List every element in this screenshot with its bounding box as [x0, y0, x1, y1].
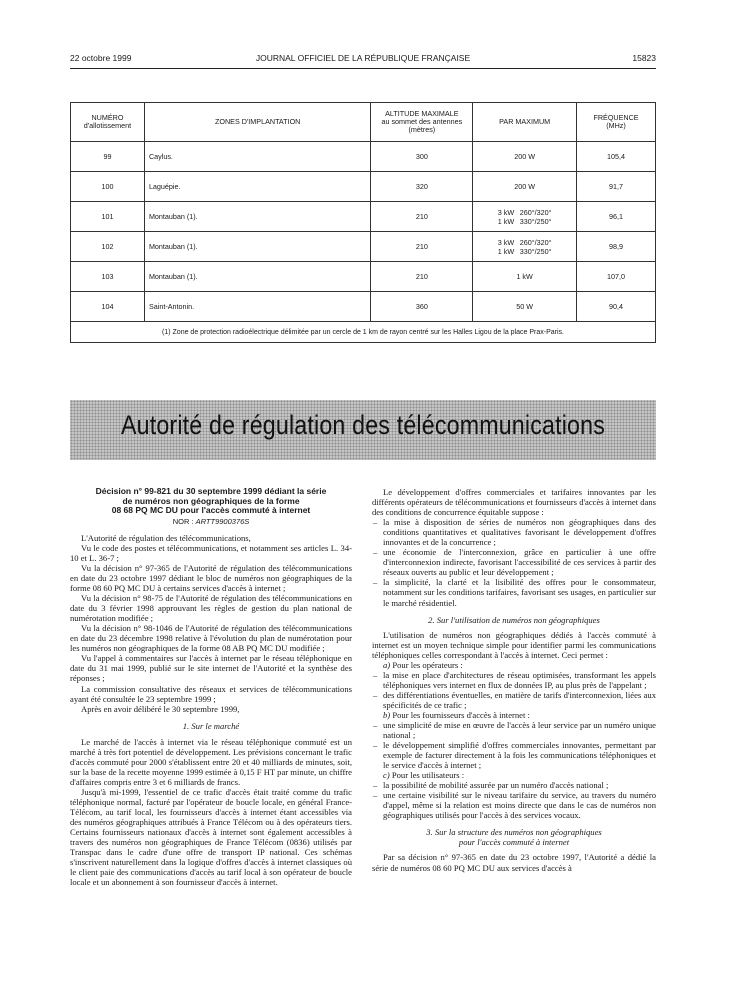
cell-par: 200 W	[473, 142, 577, 172]
cell-freq: 91,7	[577, 172, 656, 202]
col-header-frequence: FRÉQUENCE (MHz)	[577, 103, 656, 142]
running-header	[70, 53, 656, 65]
table-header-row	[71, 103, 656, 142]
banner-title: Autorité de régulation des télécommunications	[120, 410, 606, 440]
paragraph: Le marché de l'accès à internet via le réseau téléphonique commuté est un marché à très fort potentiel de développement. Les prévisions concernant le trafic d'accès commuté pour 2000 s'établissent entre 20 et 40 milliards de minutes, soit, sur la base de la recette moyenne 1999 estimée à 0,15 F HT par minute, un chiffre d'affaires compris entre 3 et 6 milliards de francs.	[70, 736, 352, 787]
paragraph: Vu la décision n° 98-1046 de l'Autorité de régulation des télécommunications en date du 23 décembre 1998 relative à l'évolution du plan de numérotation pour les numéros non géographiques de la forme 08 AB PQ MC DU modifiée ;	[70, 623, 352, 654]
table-row	[71, 232, 656, 262]
list-item: – la possibilité de mobilité assurée par un numéro d'accès national ;	[372, 780, 656, 790]
list-item: – des différentiations éventuelles, en matière de tarifs d'interconnexion, liées aux spécificités de ce trafic ;	[372, 690, 656, 710]
section-heading: 3. Sur la structure des numéros non géographiques pour l'accès commuté à internet	[426, 827, 602, 848]
list-item: – une certaine visibilité sur le niveau tarifaire du service, au travers du numéro d'appel, même si la relation est moins directe que dans le cas de numéros non géographiques utilisés pour l'accès à des services vocaux.	[372, 790, 656, 820]
bullet-list	[372, 517, 656, 607]
list-item: – le développement simplifié d'offres commerciales innovantes, permettant par exemple de facturer directement à la fois les communications téléphoniques et le service d'accès à internet ;	[372, 740, 656, 770]
cell-par: 200 W	[473, 172, 577, 202]
decision-title: Décision n° 99-821 du 30 septembre 1999 dédiant la série de numéros non géographiques de la forme 08 68 PQ MC DU pour l'accès commuté à internet	[95, 486, 327, 516]
cell-freq: 105,4	[577, 142, 656, 172]
paragraph: Vu la décision n° 97-365 de l'Autorité de régulation des télécommunications en date du 23 octobre 1997 dédiant le bloc de numéros non géographiques de la forme 08 60 PQ MC DU à certains services d'accès à internet ;	[70, 562, 352, 594]
cell-par: 50 W	[473, 292, 577, 322]
cell-zone: Caylus.	[144, 142, 370, 172]
right-column	[372, 487, 656, 873]
paragraph: Par sa décision n° 97-365 en date du 23 octobre 1997, l'Autorité a dédié la série de numéros 08 60 PQ MC DU aux services d'accès à	[372, 852, 656, 873]
paragraph: L'utilisation de numéros non géographiques dédiés à l'accès commuté à internet est un moyen technique simple pour identifier parmi les communications téléphoniques celles correspondant à l'accès à internet. Ceci permet :	[372, 629, 656, 660]
list-item: – une simplicité de mise en œuvre de l'accès à leur service par un numéro unique national ;	[372, 720, 656, 740]
sub-heading: b) Pour les fournisseurs d'accès à internet :	[383, 709, 530, 720]
cell-num: 101	[71, 202, 145, 232]
cell-alt: 210	[371, 232, 473, 262]
cell-num: 99	[71, 142, 145, 172]
section-heading: 2. Sur l'utilisation de numéros non géographiques	[428, 614, 600, 625]
issue-date: 22 octobre 1999	[70, 53, 132, 63]
table-row	[71, 142, 656, 172]
cell-par: 3 kW 260°/320° 1 kW 330°/250°	[473, 202, 577, 232]
paragraph: Le développement d'offres commerciales et tarifaires innovantes par les différents opérateurs de télécommunications et fournisseurs d'accès à internet dans des conditions de concurrence équitable suppose :	[372, 487, 656, 518]
cell-alt: 360	[371, 292, 473, 322]
col-header-par: PAR MAXIMUM	[473, 103, 577, 142]
list-item: – la simplicité, la clarté et la lisibilité des offres pour le consommateur, notamment sur les conditions tarifaires, favorisant ses usages, en particulier sur le marché résidentiel.	[372, 577, 656, 607]
cell-freq: 98,9	[577, 232, 656, 262]
sub-heading: c) Pour les utilisateurs :	[383, 770, 465, 781]
paragraph: Vu la décision n° 98-75 de l'Autorité de régulation des télécommunications en date du 3 février 1998 approuvant les règles de gestion du plan national de numérotation modifiée ;	[70, 593, 352, 624]
cell-freq: 107,0	[577, 262, 656, 292]
cell-num: 104	[71, 292, 145, 322]
list-item: – une économie de l'interconnexion, grâce en particulier à une offre d'interconnexion indirecte, favorisant l'accessibilité de ces services à partir des réseaux ouverts au public et leur développement ;	[372, 547, 656, 577]
cell-par: 1 kW	[473, 262, 577, 292]
cell-zone: Saint-Antonin.	[144, 292, 370, 322]
cell-zone: Montauban (1).	[144, 262, 370, 292]
cell-freq: 90,4	[577, 292, 656, 322]
cell-alt: 210	[371, 262, 473, 292]
paragraph: La commission consultative des réseaux et services de télécommunications ayant été consultée le 23 septembre 1999 ;	[70, 683, 352, 704]
cell-alt: 210	[371, 202, 473, 232]
list-item: – la mise à disposition de séries de numéros non géographiques dans des conditions quantitatives et qualitatives favorisant le développement d'offres innovantes et de la concurrence ;	[372, 517, 656, 547]
cell-num: 103	[71, 262, 145, 292]
col-header-numero: NUMÉRO d'allotissement	[71, 103, 145, 142]
bullet-list	[372, 780, 656, 820]
table-row	[71, 172, 656, 202]
cell-zone: Laguépie.	[144, 172, 370, 202]
nor-reference: NOR : ARTT9900376S	[172, 516, 250, 526]
journal-title: JOURNAL OFFICIEL DE LA RÉPUBLIQUE FRANÇAISE	[255, 53, 471, 63]
left-column	[70, 487, 352, 887]
cell-zone: Montauban (1).	[144, 202, 370, 232]
col-header-zones: ZONES D'IMPLANTATION	[144, 103, 370, 142]
table-footnote: (1) Zone de protection radioélectrique délimitée par un cercle de 1 km de rayon centré sur les Halles Ligou de la place Prax-Paris.	[71, 322, 656, 343]
cell-num: 100	[71, 172, 145, 202]
page-number: 15823	[632, 53, 656, 63]
paragraph: L'Autorité de régulation des télécommunications,	[81, 532, 251, 543]
bullet-list	[372, 720, 656, 770]
list-item: – la mise en place d'architectures de réseau optimisées, transformant les appels téléphoniques vers internet en flux de données IP, au plus près de l'appelant ;	[372, 670, 656, 690]
paragraph: Vu l'appel à commentaires sur l'accès à internet par le réseau téléphonique en date du 31 mai 1999, publié sur le site internet de l'Autorité et la synthèse des réponses ;	[70, 653, 352, 684]
cell-freq: 96,1	[577, 202, 656, 232]
table-footnote-row	[71, 322, 656, 343]
paragraph: Jusqu'à mi-1999, l'essentiel de ce trafic d'accès était traité comme du trafic téléphonique normal, facturé par l'opérateur de boucle locale, en général France-Télécom, au tarif local, les fournisseurs d'accès à internet étant accessibles via des numéros géographiques attribués à France Télécom ou à des opérateurs tiers. Certains fournisseurs nationaux d'accès à internet sont également accessibles à travers des numéros non géographiques de France Télécom (0836) utilisés par Transpac dans le cadre d'une offre de transport IP national. Ces schémas s'inscrivent naturellement dans la logique d'offres d'accès à internet classiques où le client paie des communications d'accès au tarif local à son opérateur de boucle locale et un abonnement à son fournisseur d'accès à internet.	[70, 786, 352, 888]
col-header-altitude: ALTITUDE MAXIMALE au sommet des antennes (mètres)	[371, 103, 473, 142]
table-row	[71, 202, 656, 232]
bullet-list	[372, 670, 656, 710]
cell-alt: 320	[371, 172, 473, 202]
paragraph: Vu le code des postes et télécommunications, et notamment ses articles L. 34-10 et L. 36-7 ;	[70, 542, 352, 563]
allotment-table	[70, 102, 656, 343]
paragraph: Après en avoir délibéré le 30 septembre 1999,	[81, 703, 240, 714]
cell-num: 102	[71, 232, 145, 262]
cell-alt: 300	[371, 142, 473, 172]
section-heading: 1. Sur le marché	[182, 720, 240, 731]
header-rule	[70, 68, 656, 69]
table-row	[71, 262, 656, 292]
cell-par: 3 kW 260°/320° 1 kW 330°/250°	[473, 232, 577, 262]
sub-heading: a) Pour les opérateurs :	[383, 659, 463, 670]
cell-zone: Montauban (1).	[144, 232, 370, 262]
table-row	[71, 292, 656, 322]
